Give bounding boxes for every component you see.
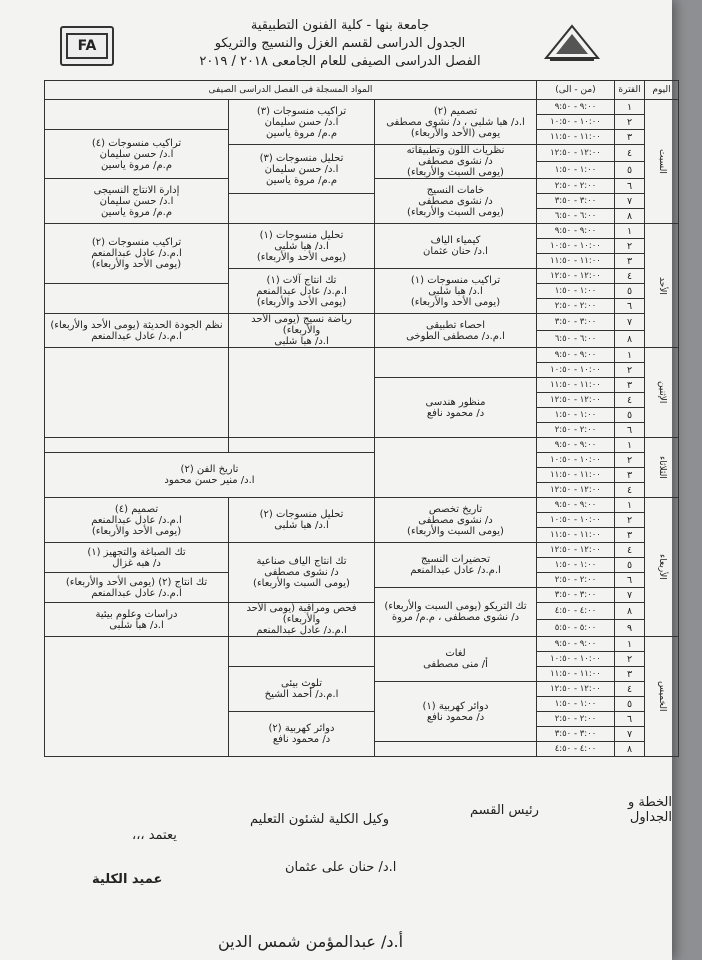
course-cell: تحليل منسوجات (١) ا.د/ هبا شلبى (يومى الأحد والأربعاء) xyxy=(229,224,375,269)
period-number: ٧ xyxy=(615,727,645,742)
period-time: ٣:٠٠ - ٣:٥٠ xyxy=(537,588,615,603)
table-row xyxy=(45,224,679,239)
course-cell: دراسات وعلوم بيئية ا.د/ هبا شلبى xyxy=(45,603,229,637)
header-university: جامعة بنها - كلية الفنون التطبيقية xyxy=(250,18,430,33)
period-time: ١٠:٠٠ - ١٠:٥٠ xyxy=(537,363,615,378)
period-number: ٢ xyxy=(615,115,645,130)
period-time: ٤:٠٠ - ٤:٥٠ xyxy=(537,603,615,620)
table-row xyxy=(45,314,679,331)
header-schedule-title: الجدول الدراسى لقسم الغزل والنسيج والتريكو xyxy=(214,36,466,51)
period-time: ١١:٠٠ - ١١:٥٠ xyxy=(537,667,615,682)
period-number: ٥ xyxy=(615,162,645,179)
sig-dean: عميد الكلية xyxy=(92,872,163,887)
day-label: الخميس xyxy=(645,637,679,757)
period-number: ٥ xyxy=(615,408,645,423)
period-number: ٤ xyxy=(615,483,645,498)
table-row xyxy=(45,100,679,115)
course-cell: كيمياء الياف ا.د/ حنان عثمان xyxy=(375,224,537,269)
period-time: ١:٠٠ - ١:٥٠ xyxy=(537,558,615,573)
course-cell: تك الصباغة والتجهيز (١) د/ هبه غزال xyxy=(45,543,229,573)
period-number: ٢ xyxy=(615,239,645,254)
empty-cell xyxy=(45,438,229,453)
period-time: ١:٠٠ - ١:٥٠ xyxy=(537,162,615,179)
period-number: ٧ xyxy=(615,194,645,209)
period-number: ٣ xyxy=(615,130,645,145)
period-time: ٢:٠٠ - ٢:٥٠ xyxy=(537,423,615,438)
course-cell: تصميم (٤) ا.م.د/ عادل عبدالمنعم (يومى الأحد والأربعاء) xyxy=(45,498,229,543)
period-number: ٦ xyxy=(615,573,645,588)
period-time: ٢:٠٠ - ٢:٥٠ xyxy=(537,299,615,314)
col-time: (من - الى) xyxy=(537,81,615,100)
empty-cell xyxy=(375,742,537,757)
course-cell: تراكيب منسوجات (١) ا.د/ هبا شلبى (يومى الأحد والأربعاء) xyxy=(375,269,537,314)
period-time: ١٠:٠٠ - ١٠:٥٠ xyxy=(537,453,615,468)
period-time: ٦:٠٠ - ٦:٥٠ xyxy=(537,209,615,224)
course-cell: تحليل منسوجات (٢) ا.د/ هبا شلبى xyxy=(229,498,375,543)
period-number: ٧ xyxy=(615,314,645,331)
course-cell: تاريخ الفن (٢) ا.د/ منير حسن محمود xyxy=(45,453,375,498)
course-cell: دوائر كهربية (٢) د/ محمود نافع xyxy=(229,712,375,757)
period-time: ١٢:٠٠ - ١٢:٥٠ xyxy=(537,543,615,558)
period-time: ١٢:٠٠ - ١٢:٥٠ xyxy=(537,682,615,697)
course-cell: خامات النسيج د/ نشوى مصطفى (يومى السبت والأربعاء) xyxy=(375,179,537,224)
period-number: ٥ xyxy=(615,558,645,573)
period-time: ١١:٠٠ - ١١:٥٠ xyxy=(537,468,615,483)
course-cell: تحليل منسوجات (٣) ا.د/ حسن سليمان م.م/ مروة ياسين xyxy=(229,145,375,194)
course-cell: تلوث بيئى ا.م.د/ أحمد الشيخ xyxy=(229,667,375,712)
empty-cell xyxy=(375,438,537,498)
course-cell: نظم الجودة الحديثة (يومى الأحد والأربعاء) ا.م.د/ عادل عبدالمنعم xyxy=(45,314,229,348)
day-label: الإثنين xyxy=(645,348,679,438)
period-time: ١٠:٠٠ - ١٠:٥٠ xyxy=(537,115,615,130)
empty-cell xyxy=(45,348,229,438)
period-time: ٢:٠٠ - ٢:٥٠ xyxy=(537,573,615,588)
course-cell: رياضة نسيج (يومى الأحد والأربعاء) ا.د/ هبا شلبى xyxy=(229,314,375,348)
period-time: ١٠:٠٠ - ١٠:٥٠ xyxy=(537,652,615,667)
period-time: ٣:٠٠ - ٣:٥٠ xyxy=(537,194,615,209)
period-time: ٩:٠٠ - ٩:٥٠ xyxy=(537,224,615,239)
table-row xyxy=(45,543,679,558)
empty-cell xyxy=(45,637,229,757)
schedule-table xyxy=(44,80,679,757)
period-time: ٣:٠٠ - ٣:٥٠ xyxy=(537,727,615,742)
period-time: ٩:٠٠ - ٩:٥٠ xyxy=(537,637,615,652)
empty-cell xyxy=(229,438,375,453)
period-time: ٢:٠٠ - ٢:٥٠ xyxy=(537,179,615,194)
period-number: ٤ xyxy=(615,682,645,697)
table-row xyxy=(45,453,679,468)
period-number: ٣ xyxy=(615,468,645,483)
day-label: الأربعاء xyxy=(645,498,679,637)
period-number: ٥ xyxy=(615,697,645,712)
table-row xyxy=(45,348,679,363)
period-time: ٥:٠٠ - ٥:٥٠ xyxy=(537,620,615,637)
course-cell: نظريات اللون وتطبيقاته د/ نشوى مصطفى (يومى السبت والأربعاء) xyxy=(375,145,537,179)
course-cell: احصاء تطبيقى ا.م.د/ مصطفى الطوخى xyxy=(375,314,537,348)
sig-approved: يعتمد ،،، xyxy=(132,828,177,843)
sig-department-head: رئيس القسم xyxy=(470,803,539,818)
course-cell: منظور هندسى د/ محمود نافع xyxy=(375,378,537,438)
period-time: ١١:٠٠ - ١١:٥٠ xyxy=(537,528,615,543)
period-time: ٤:٠٠ - ٤:٥٠ xyxy=(537,742,615,757)
period-number: ١ xyxy=(615,498,645,513)
period-number: ١ xyxy=(615,438,645,453)
table-row xyxy=(45,603,679,620)
period-time: ١١:٠٠ - ١١:٥٠ xyxy=(537,378,615,393)
period-number: ٢ xyxy=(615,453,645,468)
period-number: ٩ xyxy=(615,620,645,637)
period-time: ١٢:٠٠ - ١٢:٥٠ xyxy=(537,393,615,408)
period-number: ١ xyxy=(615,224,645,239)
period-time: ٩:٠٠ - ٩:٥٠ xyxy=(537,498,615,513)
period-number: ٤ xyxy=(615,145,645,162)
period-number: ٨ xyxy=(615,209,645,224)
period-number: ٦ xyxy=(615,299,645,314)
period-time: ٣:٠٠ - ٣:٥٠ xyxy=(537,314,615,331)
period-number: ٥ xyxy=(615,284,645,299)
col-period: الفترة xyxy=(615,81,645,100)
period-number: ٨ xyxy=(615,331,645,348)
period-time: ١١:٠٠ - ١١:٥٠ xyxy=(537,254,615,269)
sig-vice-dean-name: ا.د/ حنان على عثمان xyxy=(285,860,397,875)
empty-cell xyxy=(229,194,375,224)
period-number: ٤ xyxy=(615,543,645,558)
period-number: ٦ xyxy=(615,179,645,194)
empty-cell xyxy=(229,348,375,438)
period-number: ٤ xyxy=(615,393,645,408)
course-cell: تك انتاج الياف صناعية د/ نشوى مصطفى (يومى السبت والأربعاء) xyxy=(229,543,375,603)
course-cell: تك انتاج (٢) (يومى الأحد والأربعاء) ا.م.د/ عادل عبدالمنعم xyxy=(45,573,229,603)
period-number: ٣ xyxy=(615,378,645,393)
period-number: ٣ xyxy=(615,528,645,543)
period-time: ٩:٠٠ - ٩:٥٠ xyxy=(537,100,615,115)
header-semester: الفصل الدراسى الصيفى للعام الجامعى ٢٠١٨ / ٢٠١٩ xyxy=(199,54,481,69)
period-time: ٩:٠٠ - ٩:٥٠ xyxy=(537,348,615,363)
course-cell: تاريخ تخصص د/ نشوى مصطفى (يومى السبت والأربعاء) xyxy=(375,498,537,543)
period-number: ١ xyxy=(615,100,645,115)
course-cell: تك التريكو (يومى السبت والأربعاء) د/ نشوى مصطفى ، م.م/ مروة xyxy=(375,588,537,637)
period-time: ١:٠٠ - ١:٥٠ xyxy=(537,408,615,423)
period-time: ١٠:٠٠ - ١٠:٥٠ xyxy=(537,239,615,254)
period-time: ١٢:٠٠ - ١٢:٥٠ xyxy=(537,145,615,162)
period-time: ١٢:٠٠ - ١٢:٥٠ xyxy=(537,483,615,498)
period-number: ٨ xyxy=(615,603,645,620)
day-label: الثلاثاء xyxy=(645,438,679,498)
course-cell: تراكيب منسوجات (٤) ا.د/ حسن سليمان م.م/ مروة ياسين xyxy=(45,130,229,179)
period-number: ٣ xyxy=(615,254,645,269)
period-time: ١٠:٠٠ - ١٠:٥٠ xyxy=(537,513,615,528)
period-time: ١٢:٠٠ - ١٢:٥٠ xyxy=(537,269,615,284)
col-day: اليوم xyxy=(645,81,679,100)
course-cell: تراكيب منسوجات (٢) ا.م.د/ عادل عبدالمنعم (يومى الأحد والأربعاء) xyxy=(45,224,229,284)
course-cell: تراكيب منسوجات (٣) ا.د/ حسن سليمان م.م/ مروة ياسين xyxy=(229,100,375,145)
empty-cell xyxy=(45,100,229,130)
course-cell: تك انتاج آلات (١) ا.م.د/ عادل عبدالمنعم (يومى الأحد والأربعاء) xyxy=(229,269,375,314)
course-cell: إدارة الانتاج النسيجى ا.د/ حسن سليمان م.م/ مروة ياسين xyxy=(45,179,229,224)
table-row xyxy=(45,498,679,513)
course-cell: فحص ومراقبة (يومى الأحد والأربعاء) ا.م.د/ عادل عبدالمنعم xyxy=(229,603,375,637)
sig-planning: الخطة و الجداول xyxy=(627,795,672,825)
empty-cell xyxy=(375,348,537,378)
period-time: ٦:٠٠ - ٦:٥٠ xyxy=(537,331,615,348)
course-cell: دوائر كهربية (١) د/ محمود نافع xyxy=(375,682,537,742)
table-row xyxy=(45,637,679,652)
period-number: ٨ xyxy=(615,742,645,757)
period-number: ٧ xyxy=(615,588,645,603)
period-time: ١:٠٠ - ١:٥٠ xyxy=(537,284,615,299)
period-number: ٦ xyxy=(615,423,645,438)
course-cell: لغات أ/ منى مصطفى xyxy=(375,637,537,682)
course-cell: تحضيرات النسيج ا.م.د/ عادل عبدالمنعم xyxy=(375,543,537,588)
period-number: ٦ xyxy=(615,712,645,727)
university-logo-icon xyxy=(542,22,602,62)
empty-cell xyxy=(229,637,375,667)
period-number: ٤ xyxy=(615,269,645,284)
schedule-body xyxy=(45,100,679,757)
sig-vice-dean: وكيل الكلية لشئون التعليم xyxy=(250,812,389,827)
table-header-row xyxy=(45,81,679,100)
period-number: ٢ xyxy=(615,513,645,528)
empty-cell xyxy=(45,284,229,314)
period-number: ٣ xyxy=(615,667,645,682)
faculty-logo: FA xyxy=(60,26,114,66)
period-number: ٢ xyxy=(615,652,645,667)
period-time: ١١:٠٠ - ١١:٥٠ xyxy=(537,130,615,145)
period-number: ٢ xyxy=(615,363,645,378)
period-time: ٢:٠٠ - ٢:٥٠ xyxy=(537,712,615,727)
day-label: الأحد xyxy=(645,224,679,348)
period-number: ١ xyxy=(615,348,645,363)
sig-dean-name: أ.د/ عبدالمؤمن شمس الدين xyxy=(218,932,404,951)
day-label: السبت xyxy=(645,100,679,224)
period-time: ٩:٠٠ - ٩:٥٠ xyxy=(537,438,615,453)
table-title: المواد المسجلة فى الفصل الدراسى الصيفى xyxy=(45,81,537,100)
table-row xyxy=(45,438,679,453)
course-cell: تصميم (٢) ا.د/ هبا شلبى ، د/ نشوى مصطفى يومى (الأحد والأربعاء) xyxy=(375,100,537,145)
period-time: ١:٠٠ - ١:٥٠ xyxy=(537,697,615,712)
period-number: ١ xyxy=(615,637,645,652)
